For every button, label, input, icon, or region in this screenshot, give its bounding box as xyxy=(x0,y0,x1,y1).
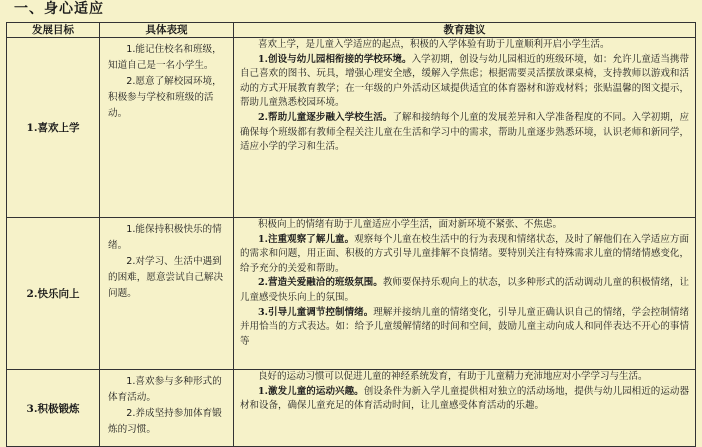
section-title-text: 身心适应 xyxy=(44,1,104,17)
suggestion-item xyxy=(240,233,689,277)
suggestion-cell xyxy=(234,218,696,370)
goal-cell: 1.喜欢上学 xyxy=(7,38,100,218)
performance-cell xyxy=(100,218,234,370)
suggestion-text: 教师要保持乐观向上的状态，以多种形式的活动调动儿童的积极情绪，让儿童感受快乐向上的氛围。 xyxy=(240,277,689,303)
suggestion-text: 创设条件为新入学儿童提供相对独立的活动场地，提供与幼儿园相近的运动器材和设备，确保儿童充足的体育活动时间，让儿童感受体育活动的乐趣。 xyxy=(240,385,689,412)
performance-item: 1.能保持积极快乐的情绪。 xyxy=(108,224,222,251)
header-suggestion: 教育建议 xyxy=(234,23,696,38)
suggestion-cell xyxy=(234,370,696,447)
performance-cell xyxy=(100,370,234,447)
suggestion-text: 观察每个儿童在校生活中的行为表现和情绪状态，及时了解他们在入学适应方面的需求和问题，用正面、积极的方式引导儿童排解不良情绪。要特别关注有特殊需求儿童的情绪情感变化，给予充分的关爱和帮助。 xyxy=(240,233,689,274)
suggestion-heading: 2.营造关爱融洽的班级氛围。 xyxy=(258,277,383,289)
suggestion-heading: 2.帮助儿童逐步融入学校生活。 xyxy=(258,111,393,123)
suggestion-heading: 1.创设与幼儿园相衔接的学校环境。 xyxy=(258,53,412,65)
suggestion-item xyxy=(240,276,689,305)
section-number: 一、 xyxy=(14,1,44,17)
suggestion-cell xyxy=(234,38,696,218)
suggestion-item xyxy=(240,111,689,155)
performance-item: 1.能记住校名和班级，知道自己是一名小学生。 xyxy=(108,44,222,71)
goal-cell: 3.积极锻炼 xyxy=(7,370,100,447)
header-performance: 具体表现 xyxy=(100,23,234,38)
performance-item: 2.愿意了解校园环境，积极参与学校和班级的活动。 xyxy=(108,76,222,119)
table-row xyxy=(7,218,696,370)
suggestion-text: 了解和接纳每个儿童的发展差异和入学准备程度的不同。入学初期，应确保每个班级都有教师全程关注儿童在生活和学习中的需求，帮助儿童逐步熟悉环境，认识老师和新同学，适应小学的学习和生活。 xyxy=(240,111,689,153)
suggestion-text: 入学初期，创设与幼儿园相近的班级环境，如：允许儿童适当携带自己喜欢的图书、玩具，增强心理安全感，缓解入学焦虑；根据需要灵活摆放课桌椅，支持教师以游戏和活动的方式开展教育教学；在一年级的户外活动区域提供适宜的体育器材和游戏材料；张贴温馨的图文提示，帮助儿童熟悉校园环境。 xyxy=(240,53,689,109)
section-title xyxy=(6,0,104,18)
header-goal: 发展目标 xyxy=(7,23,100,38)
performance-item: 2.对学习、生活中遇到的困难，愿意尝试自己解决问题。 xyxy=(108,256,224,299)
guidance-table xyxy=(6,22,696,447)
table-header-row xyxy=(7,23,696,38)
suggestion-intro: 良好的运动习惯可以促进儿童的神经系统发育，有助于儿童精力充沛地应对小学学习与生活。 xyxy=(258,371,648,382)
suggestion-text: 理解并接纳儿童的情绪变化，引导儿童正确认识自己的情绪，学会控制情绪并用恰当的方式表达。如：给予儿童缓解情绪的时间和空间，鼓励儿童主动向成人和同伴表达不开心的事情等 xyxy=(240,306,689,347)
suggestion-intro: 积极向上的情绪有助于儿童适应小学生活，面对新环境不紧张、不焦虑。 xyxy=(258,219,563,230)
table-row xyxy=(7,38,696,218)
performance-item: 2.养成坚持参加体育锻炼的习惯。 xyxy=(108,408,222,435)
performance-cell xyxy=(100,38,234,218)
suggestion-item xyxy=(240,306,689,350)
suggestion-heading: 3.引导儿童调节控制情绪。 xyxy=(258,306,374,318)
suggestion-item xyxy=(240,53,689,111)
suggestion-item xyxy=(240,385,689,414)
suggestion-intro: 喜欢上学，是儿童入学适应的起点，积极的入学体验有助于儿童顺利开启小学生活。 xyxy=(258,39,610,50)
suggestion-heading: 1.激发儿童的运动兴趣。 xyxy=(258,385,364,397)
table-row xyxy=(7,370,696,447)
suggestion-heading: 1.注重观察了解儿童。 xyxy=(258,233,355,245)
performance-item: 1.喜欢参与多种形式的体育活动。 xyxy=(108,376,222,403)
goal-cell: 2.快乐向上 xyxy=(7,218,100,370)
